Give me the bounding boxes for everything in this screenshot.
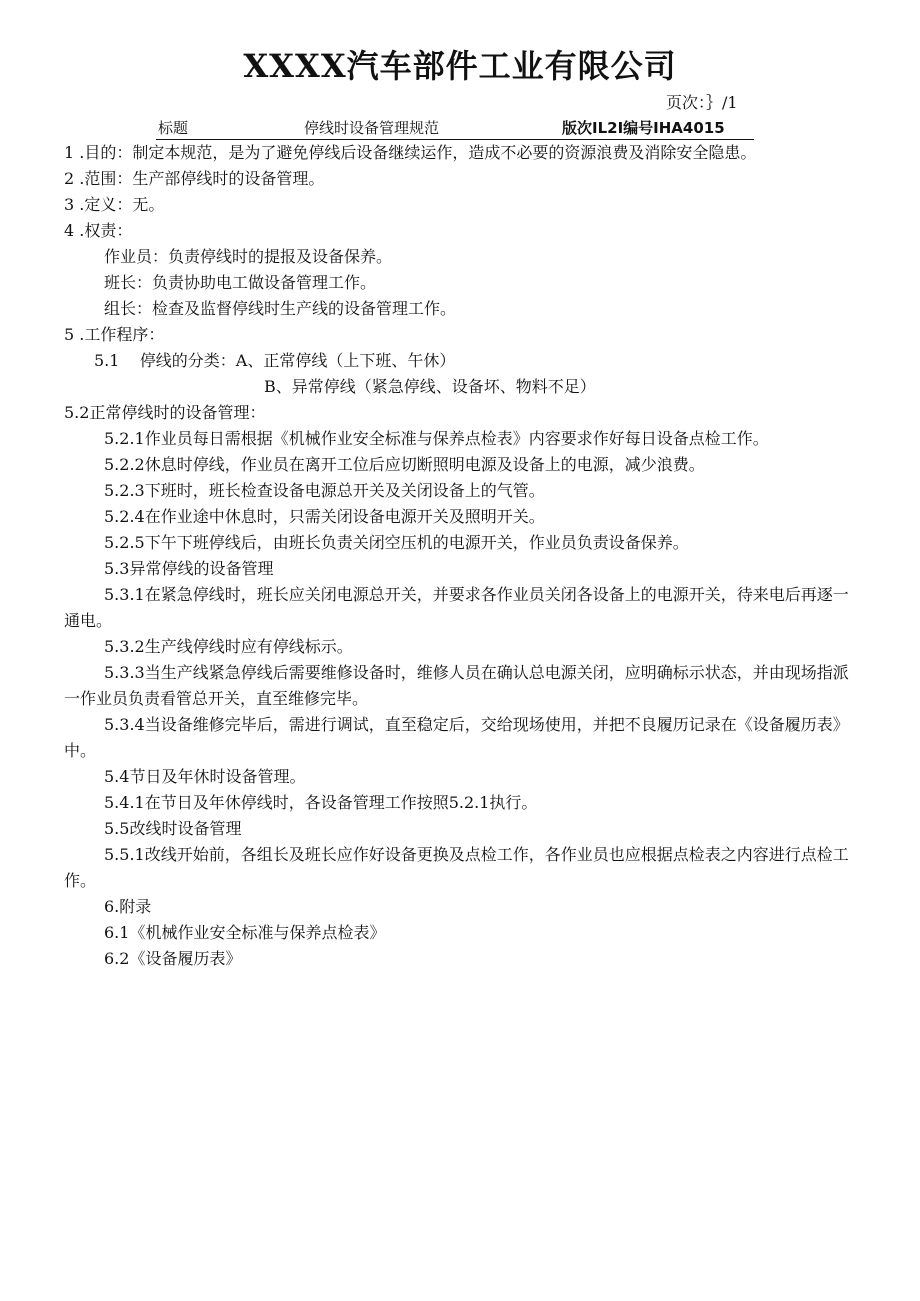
- item-5-3-2: 5.3.2生产线停线时应有停线标示。: [104, 637, 353, 656]
- document-body: [64, 140, 854, 972]
- page-number: 页次：｝/1: [666, 93, 738, 112]
- item-5-5: 5.5改线时设备管理: [104, 819, 242, 838]
- appendix-6-2: 6.2《设备履历表》: [104, 949, 242, 968]
- item-5-2-3: 5.2.3下班时，班长检查设备电源总开关及关闭设备上的气管。: [104, 481, 545, 500]
- item-5-2-5: 5.2.5下午下班停线后，由班长负责关闭空压机的电源开关，作业员负责设备保养。: [104, 533, 689, 552]
- item-5-5-1: 5.5.1改线开始前，各组长及班长应作好设备更换及点检工作，各作业员也应根据点检表之内容进行点检工作。: [64, 845, 849, 890]
- section-definition: 3 .定义：无。: [64, 195, 165, 214]
- item-5-1-abnormal: B、异常停线（紧急停线、设备坏、物料不足）: [264, 377, 596, 396]
- item-5-2-1: 5.2.1作业员每日需根据《机械作业安全标准与保养点检表》内容要求作好每日设备点检工作。: [104, 429, 769, 448]
- section-scope: 2 .范围：生产部停线时的设备管理。: [64, 169, 325, 188]
- title-label: 标题: [158, 119, 189, 137]
- item-5-2-2: 5.2.2休息时停线，作业员在离开工位后应切断照明电源及设备上的电源，减少浪费。: [104, 455, 705, 474]
- responsibility-group-leader: 组长：检查及监督停线时生产线的设备管理工作。: [104, 299, 457, 318]
- responsibility-worker: 作业员：负责停线时的提报及设备保养。: [104, 247, 393, 266]
- item-5-2-4: 5.2.4在作业途中休息时，只需关闭设备电源开关及照明开关。: [104, 507, 545, 526]
- document-header: [0, 118, 920, 140]
- company-title: XXXX汽车部件工业有限公司: [243, 47, 677, 85]
- section-purpose: 1 .目的：制定本规范，是为了避免停线后设备继续运作，造成不必要的资源浪费及消除安全隐患。: [64, 143, 757, 162]
- version-number: 版次IL2I编号IHA4015: [562, 119, 725, 137]
- document-title: 停线时设备管理规范: [304, 119, 440, 137]
- item-5-3-1: 5.3.1在紧急停线时，班长应关闭电源总开关，并要求各作业员关闭各设备上的电源开关，待来电后再逐一通电。: [64, 585, 849, 630]
- section-procedure: 5 .工作程序：: [64, 325, 165, 344]
- item-5-4: 5.4节日及年休时设备管理。: [104, 767, 306, 786]
- item-5-1-normal: 5.1 停线的分类：A、正常停线（上下班、午休）: [94, 351, 456, 370]
- item-5-4-1: 5.4.1在节日及年休停线时，各设备管理工作按照5.2.1执行。: [104, 793, 538, 812]
- item-5-3: 5.3异常停线的设备管理: [104, 559, 274, 578]
- appendix-6-1: 6.1《机械作业安全标准与保养点检表》: [104, 923, 386, 942]
- section-appendix: 6.附录: [104, 897, 152, 916]
- section-responsibility: 4 .权责：: [64, 221, 133, 240]
- item-5-3-3: 5.3.3当生产线紧急停线后需要维修设备时，维修人员在确认总电源关闭，应明确标示状态，并由现场指派一作业员负责看管总开关，直至维修完毕。: [64, 663, 849, 708]
- item-5-3-4: 5.3.4当设备维修完毕后，需进行调试，直至稳定后，交给现场使用，并把不良履历记录在《设备履历表》中。: [64, 715, 849, 760]
- responsibility-team-leader: 班长：负责协助电工做设备管理工作。: [104, 273, 377, 292]
- item-5-2: 5.2正常停线时的设备管理：: [64, 403, 266, 422]
